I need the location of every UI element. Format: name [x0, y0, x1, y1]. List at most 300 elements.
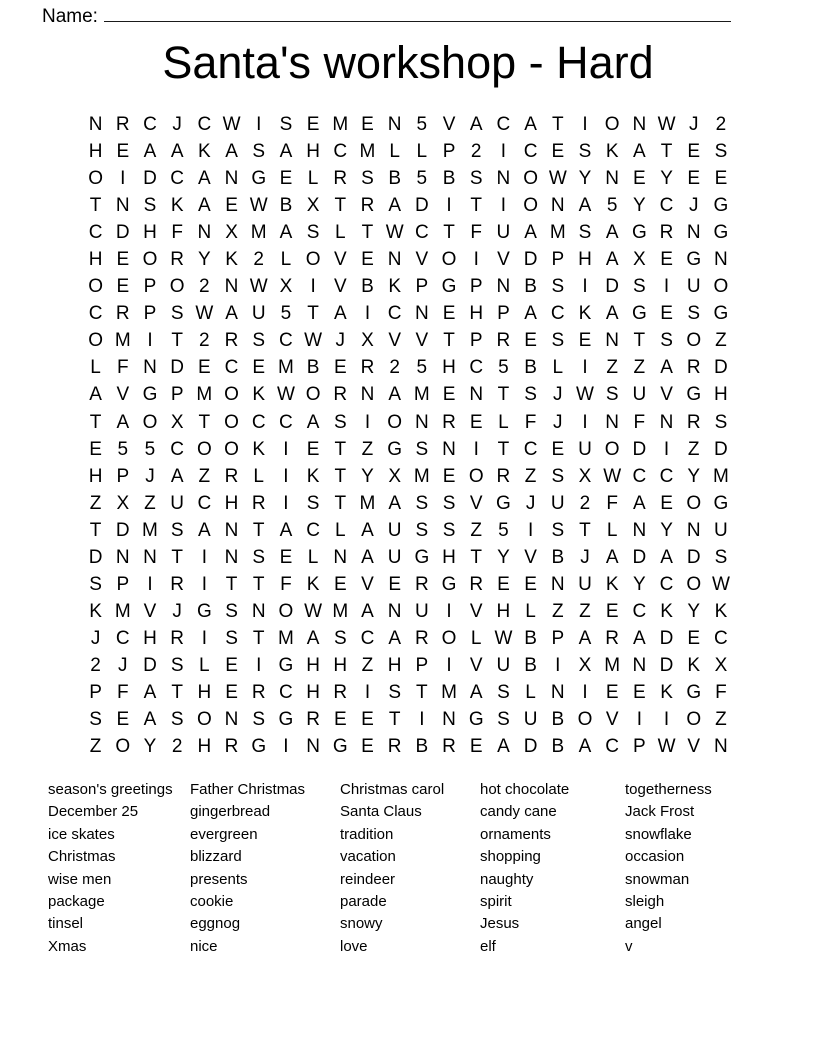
grid-cell: T	[361, 222, 374, 244]
grid-cell: A	[279, 222, 293, 244]
grid-cell: B	[524, 654, 537, 676]
grid-cell: A	[388, 492, 401, 514]
grid-cell: L	[280, 249, 292, 271]
grid-cell: W	[385, 222, 404, 244]
grid-cell: K	[388, 276, 401, 298]
grid-cell: U	[714, 519, 728, 541]
grid-cell: I	[473, 249, 479, 271]
grid-cell: T	[579, 519, 591, 541]
grid-cell: P	[116, 573, 130, 595]
grid-cell: T	[171, 330, 183, 352]
grid-cell: A	[660, 357, 673, 379]
grid-cell: A	[361, 546, 374, 568]
grid-cell: I	[283, 736, 289, 758]
grid-cell: U	[496, 222, 511, 244]
grid-cell: K	[198, 141, 211, 163]
grid-cell: A	[143, 141, 157, 163]
grid-cell: O	[169, 276, 185, 298]
grid-cell: B	[551, 736, 565, 758]
word-item: Christmas	[48, 848, 116, 866]
grid-cell: P	[170, 384, 184, 406]
grid-cell: K	[89, 600, 102, 622]
grid-cell: F	[633, 411, 646, 433]
grid-cell: S	[714, 141, 728, 163]
grid-cell: E	[633, 682, 646, 703]
grid-cell: Z	[551, 600, 564, 622]
word-item: eggnog	[190, 915, 241, 933]
grid-cell: N	[442, 709, 456, 731]
grid-cell: L	[498, 411, 509, 433]
grid-cell: V	[605, 709, 619, 731]
grid-cell: G	[251, 168, 267, 190]
grid-cell: A	[578, 627, 592, 649]
grid-cell: N	[632, 654, 647, 676]
grid-cell: L	[470, 627, 482, 649]
grid-cell: C	[170, 438, 185, 460]
grid-cell: D	[115, 222, 130, 244]
grid-cell: N	[496, 276, 511, 298]
grid-cell: W	[711, 573, 730, 595]
grid-cell: S	[578, 222, 592, 244]
grid-cell: D	[143, 654, 157, 676]
grid-cell: K	[252, 438, 266, 460]
grid-cell: E	[306, 114, 320, 136]
grid-cell: C	[251, 411, 266, 433]
grid-cell: V	[469, 492, 483, 514]
grid-cell: E	[361, 709, 374, 731]
grid-cell: E	[442, 384, 456, 406]
grid-cell: J	[553, 384, 563, 406]
grid-cell: D	[605, 276, 620, 298]
grid-cell: I	[527, 519, 534, 541]
grid-cell: H	[197, 736, 212, 758]
grid-cell: E	[198, 357, 211, 379]
grid-cell: 2	[253, 249, 264, 271]
grid-cell: G	[196, 600, 212, 622]
grid-cell: A	[306, 627, 320, 649]
grid-cell: N	[550, 682, 565, 703]
grid-cell: R	[333, 168, 348, 190]
grid-cell: E	[469, 736, 483, 758]
grid-cell: I	[310, 276, 316, 298]
grid-cell: G	[713, 303, 729, 325]
grid-cell: W	[657, 114, 676, 136]
grid-cell: C	[279, 330, 293, 352]
grid-cell: E	[442, 465, 456, 487]
grid-cell: A	[578, 195, 592, 217]
grid-cell: N	[224, 519, 239, 541]
grid-cell: G	[713, 222, 729, 244]
grid-cell: A	[225, 141, 238, 163]
grid-cell: T	[225, 573, 238, 595]
word-item: sleigh	[625, 893, 665, 911]
grid-cell: V	[333, 249, 347, 271]
grid-cell: R	[224, 736, 239, 758]
grid-cell: I	[283, 465, 289, 487]
page-title: Santa's workshop - Hard	[162, 37, 654, 88]
grid-cell: Z	[606, 357, 618, 379]
grid-cell: T	[252, 519, 265, 541]
grid-cell: H	[88, 249, 103, 271]
grid-cell: G	[713, 195, 729, 217]
grid-cell: D	[523, 736, 538, 758]
word-item: angel	[625, 915, 662, 933]
grid-cell: V	[442, 114, 456, 136]
grid-cell: C	[523, 141, 538, 163]
grid-cell: P	[415, 654, 429, 676]
grid-cell: V	[469, 654, 483, 676]
grid-cell: N	[115, 195, 130, 217]
grid-cell: L	[307, 168, 319, 190]
grid-cell: L	[90, 357, 101, 379]
grid-cell: N	[496, 168, 511, 190]
grid-cell: S	[333, 411, 347, 433]
grid-cell: E	[605, 600, 619, 622]
grid-cell: E	[578, 330, 592, 352]
grid-cell: G	[441, 573, 457, 595]
grid-cell: O	[305, 249, 321, 271]
grid-cell: T	[334, 492, 347, 514]
grid-cell: N	[632, 114, 647, 136]
grid-cell: U	[578, 573, 592, 595]
grid-cell: I	[582, 682, 588, 703]
grid-cell: A	[170, 141, 184, 163]
grid-cell: H	[333, 654, 348, 676]
grid-cell: S	[170, 654, 184, 676]
grid-cell: N	[387, 600, 402, 622]
grid-cell: 5	[606, 195, 618, 217]
word-item: snowflake	[625, 825, 692, 843]
grid-cell: S	[524, 384, 537, 406]
grid-cell: E	[225, 195, 238, 217]
grid-cell: C	[469, 357, 484, 379]
grid-cell: S	[605, 384, 619, 406]
grid-cell: E	[714, 168, 728, 190]
grid-cell: B	[524, 276, 537, 298]
grid-cell: P	[469, 330, 483, 352]
grid-cell: S	[714, 546, 728, 568]
grid-cell: P	[442, 141, 456, 163]
grid-cell: O	[196, 709, 212, 731]
grid-cell: J	[118, 654, 128, 676]
grid-cell: L	[334, 222, 346, 244]
grid-cell: U	[251, 303, 266, 325]
grid-cell: C	[197, 114, 212, 136]
grid-cell: Y	[660, 168, 673, 190]
grid-cell: K	[578, 303, 592, 325]
grid-cell: 5	[498, 519, 509, 541]
grid-cell: L	[334, 519, 346, 541]
grid-cell: J	[580, 546, 590, 568]
grid-cell: I	[555, 654, 561, 676]
word-item: presents	[190, 870, 248, 888]
grid-cell: A	[143, 682, 157, 703]
grid-cell: G	[686, 384, 702, 406]
grid-cell: S	[551, 465, 565, 487]
grid-cell: R	[360, 195, 375, 217]
grid-cell: I	[446, 654, 452, 676]
grid-cell: U	[170, 492, 185, 514]
grid-cell: H	[224, 492, 239, 514]
grid-cell: R	[686, 357, 701, 379]
grid-cell: N	[714, 736, 728, 758]
grid-cell: T	[551, 114, 564, 136]
grid-cell: W	[276, 384, 295, 406]
grid-cell: T	[171, 682, 183, 703]
grid-cell: M	[277, 357, 294, 379]
grid-cell: I	[582, 357, 588, 379]
grid-cell: N	[224, 276, 239, 298]
word-item: reindeer	[340, 870, 396, 888]
grid-cell: P	[143, 303, 157, 325]
grid-cell: E	[116, 709, 130, 731]
grid-cell: H	[143, 627, 157, 649]
grid-cell: S	[306, 222, 320, 244]
grid-cell: D	[686, 546, 701, 568]
word-item: evergreen	[190, 825, 258, 843]
grid-cell: E	[361, 736, 374, 758]
grid-cell: F	[171, 222, 183, 244]
grid-cell: V	[469, 600, 483, 622]
grid-cell: U	[550, 492, 565, 514]
grid-cell: C	[88, 222, 103, 244]
grid-cell: P	[116, 465, 130, 487]
grid-cell: J	[688, 195, 699, 217]
grid-cell: I	[446, 195, 452, 217]
grid-cell: S	[551, 276, 565, 298]
word-item: Father Christmas	[190, 781, 306, 798]
grid-cell: Z	[198, 465, 211, 487]
grid-cell: M	[413, 465, 430, 487]
grid-cell: T	[443, 330, 455, 352]
name-row	[42, 1, 731, 28]
grid-cell: C	[414, 222, 429, 244]
grid-cell: 2	[715, 114, 727, 136]
grid-cell: O	[441, 249, 457, 271]
grid-cell: T	[470, 195, 483, 217]
grid-cell: S	[252, 709, 266, 731]
grid-cell: O	[88, 330, 103, 352]
grid-cell: V	[660, 384, 673, 406]
grid-cell: I	[256, 654, 262, 676]
grid-cell: R	[251, 682, 266, 703]
word-item: blizzard	[190, 848, 242, 866]
grid-cell: K	[605, 573, 619, 595]
grid-cell: 2	[470, 141, 482, 163]
grid-cell: M	[277, 627, 294, 649]
grid-cell: G	[631, 222, 647, 244]
grid-cell: K	[660, 682, 673, 703]
grid-cell: M	[114, 600, 131, 622]
grid-cell: U	[686, 276, 701, 298]
grid-cell: E	[551, 141, 565, 163]
grid-cell: O	[224, 438, 239, 460]
grid-cell: B	[279, 195, 293, 217]
grid-cell: F	[116, 357, 129, 379]
grid-cell: A	[198, 168, 211, 190]
grid-cell: G	[441, 276, 457, 298]
grid-cell: P	[551, 249, 565, 271]
word-item: snowy	[340, 915, 383, 933]
grid-cell: O	[686, 492, 702, 514]
grid-cell: E	[225, 682, 238, 703]
grid-cell: R	[251, 492, 266, 514]
grid-cell: S	[497, 709, 510, 731]
grid-cell: J	[525, 492, 536, 514]
grid-cell: S	[89, 709, 102, 731]
grid-cell: W	[657, 736, 676, 758]
grid-cell: A	[605, 303, 619, 325]
grid-cell: S	[306, 492, 320, 514]
grid-cell: V	[116, 384, 130, 406]
grid-cell: H	[88, 465, 103, 487]
grid-cell: O	[523, 195, 538, 217]
grid-cell: I	[663, 438, 670, 460]
grid-cell: Z	[715, 709, 727, 731]
grid-cell: E	[252, 357, 266, 379]
grid-cell: U	[632, 384, 647, 406]
grid-cell: P	[497, 303, 510, 325]
grid-cell: X	[578, 654, 592, 676]
grid-cell: O	[224, 411, 239, 433]
grid-cell: Z	[361, 654, 374, 676]
grid-cell: N	[224, 709, 239, 731]
grid-cell: W	[195, 303, 214, 325]
grid-cell: B	[361, 276, 374, 298]
grid-cell: X	[633, 249, 646, 271]
grid-cell: A	[497, 736, 510, 758]
grid-cell: P	[469, 276, 483, 298]
grid-cell: O	[305, 384, 321, 406]
grid-cell: S	[252, 141, 266, 163]
grid-cell: S	[252, 330, 266, 352]
grid-cell: 5	[416, 357, 428, 379]
grid-cell: N	[605, 168, 620, 190]
word-item: cookie	[190, 893, 234, 911]
word-item: wise men	[48, 870, 112, 888]
grid-cell: C	[88, 303, 103, 325]
grid-cell: Y	[361, 465, 374, 487]
grid-cell: C	[632, 465, 647, 487]
grid-cell: V	[415, 249, 429, 271]
grid-cell: R	[115, 303, 130, 325]
grid-cell: E	[333, 573, 347, 595]
grid-cell: T	[497, 438, 510, 460]
grid-cell: R	[170, 627, 185, 649]
grid-cell: E	[551, 438, 565, 460]
grid-cell: G	[414, 546, 430, 568]
grid-cell: L	[253, 465, 264, 487]
word-item: v	[625, 937, 633, 955]
grid-cell: B	[524, 357, 537, 379]
grid-cell: M	[114, 330, 131, 352]
grid-cell: D	[170, 357, 185, 379]
grid-cell: G	[387, 438, 403, 460]
grid-cell: I	[364, 303, 371, 325]
word-list-column	[625, 779, 712, 958]
grid-cell: T	[443, 222, 455, 244]
grid-cell: O	[142, 411, 158, 433]
grid-cell: R	[496, 330, 511, 352]
grid-cell: A	[361, 519, 374, 541]
grid-cell: N	[224, 546, 239, 568]
grid-cell: E	[225, 654, 238, 676]
grid-cell: S	[415, 492, 429, 514]
grid-cell: H	[714, 384, 728, 406]
grid-cell: Z	[524, 465, 537, 487]
word-item: love	[340, 937, 368, 955]
grid-cell: R	[224, 465, 239, 487]
grid-cell: A	[633, 492, 646, 514]
grid-cell: S	[551, 330, 565, 352]
grid-cell: T	[198, 411, 211, 433]
name-blank-line	[104, 1, 731, 22]
grid-cell: A	[170, 465, 184, 487]
grid-cell: V	[143, 600, 157, 622]
grid-cell: T	[307, 303, 319, 325]
grid-cell: F	[280, 573, 292, 595]
grid-cell: W	[249, 276, 268, 298]
grid-cell: H	[442, 357, 456, 379]
grid-cell: O	[387, 411, 403, 433]
grid-cell: G	[278, 654, 294, 676]
grid-cell: B	[551, 546, 565, 568]
grid-cell: 2	[389, 357, 400, 379]
grid-cell: N	[414, 303, 429, 325]
grid-cell: R	[442, 736, 456, 758]
grid-cell: S	[442, 519, 456, 541]
grid-cell: M	[712, 465, 729, 487]
grid-cell: B	[415, 736, 429, 758]
grid-cell: I	[473, 438, 479, 460]
grid-cell: K	[170, 195, 184, 217]
grid-cell: S	[578, 141, 592, 163]
grid-cell: H	[442, 546, 456, 568]
grid-cell: A	[116, 411, 130, 433]
grid-cell: X	[361, 330, 374, 352]
word-item: shopping	[480, 848, 541, 866]
grid-cell: U	[387, 519, 402, 541]
grid-cell: O	[686, 330, 702, 352]
grid-cell: O	[441, 627, 457, 649]
grid-cell: I	[147, 573, 153, 595]
grid-cell: H	[469, 303, 484, 325]
grid-cell: C	[659, 465, 674, 487]
grid-cell: C	[197, 492, 212, 514]
grid-cell: I	[663, 276, 670, 298]
grid-cell: S	[89, 573, 102, 595]
grid-cell: 2	[199, 330, 210, 352]
grid-cell: I	[500, 195, 507, 217]
grid-cell: T	[334, 195, 347, 217]
grid-cell: U	[523, 709, 538, 731]
grid-cell: R	[170, 573, 185, 595]
grid-cell: J	[553, 411, 563, 433]
grid-cell: E	[469, 411, 483, 433]
grid-cell: O	[142, 249, 158, 271]
grid-cell: L	[552, 357, 564, 379]
grid-cell: X	[578, 465, 592, 487]
grid-cell: T	[633, 330, 646, 352]
grid-cell: E	[660, 492, 673, 514]
grid-cell: S	[333, 627, 347, 649]
word-item: nice	[190, 937, 218, 955]
grid-cell: K	[252, 384, 266, 406]
word-item: occasion	[625, 848, 685, 866]
grid-cell: R	[387, 736, 402, 758]
grid-cell: N	[550, 195, 565, 217]
grid-cell: P	[633, 736, 646, 758]
